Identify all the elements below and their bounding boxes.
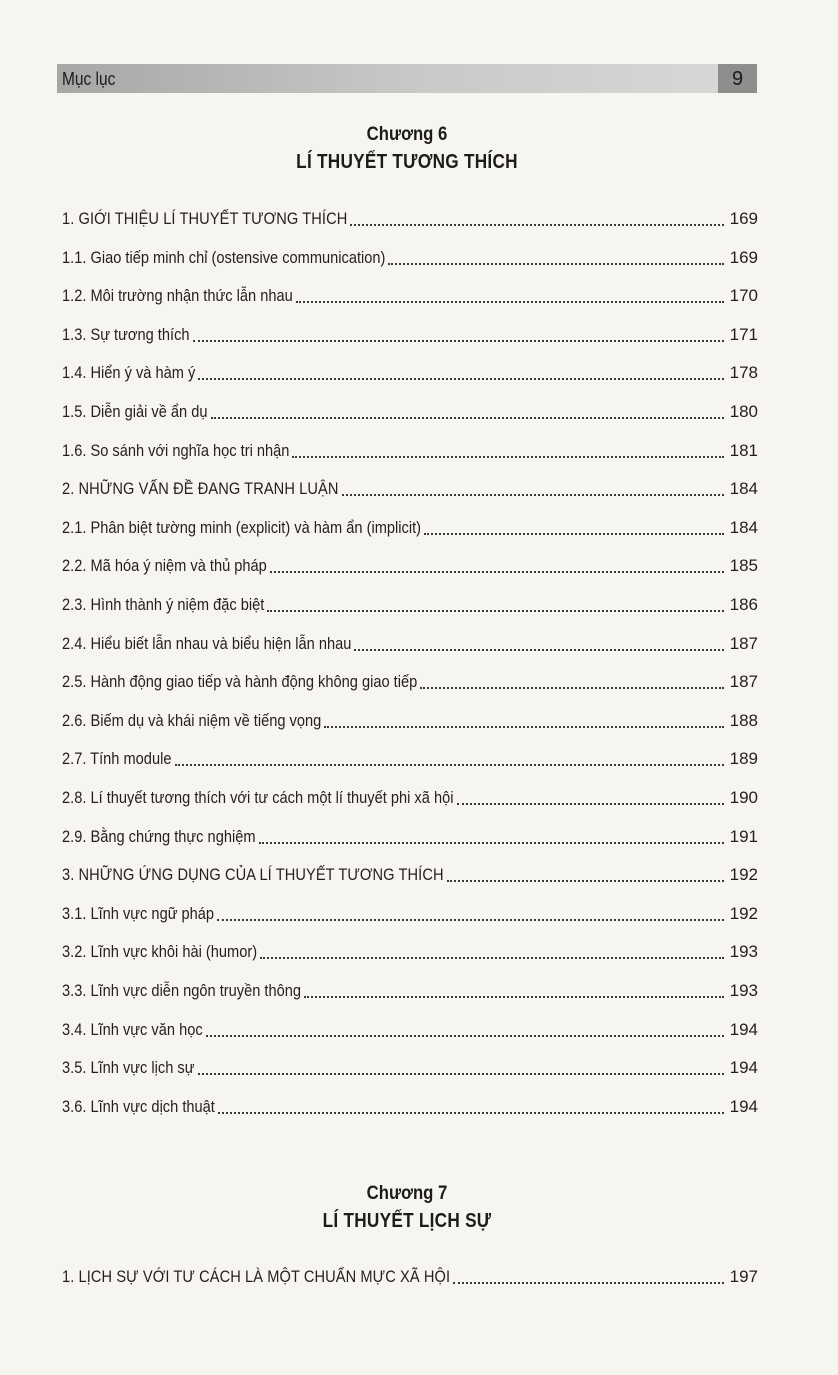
toc-entry-label: 1.3. Sự tương thích [62, 324, 190, 344]
toc-entry-label: 3.3. Lĩnh vực diễn ngôn truyền thông [62, 981, 302, 1000]
toc-entry-page: 170 [729, 286, 758, 306]
toc-entry-page: 178 [729, 363, 758, 383]
toc-entry-label: 1.2. Môi trường nhận thức lẫn nhau [62, 286, 293, 306]
toc-entry-page: 188 [729, 710, 758, 730]
toc-entry[interactable] [62, 1052, 758, 1080]
toc-entry[interactable] [62, 936, 758, 964]
toc-entry[interactable] [62, 319, 758, 347]
toc-entry-label: 2.2. Mã hóa ý niệm và thủ pháp [62, 556, 267, 576]
dot-leader [206, 1034, 724, 1037]
toc-entry-page: 192 [729, 865, 758, 885]
toc-entry-label: 1. LỊCH SỰ VỚI TƯ CÁCH LÀ MỘT CHUẨN MỰC XÃ HỘI [62, 1267, 451, 1286]
toc-entry-page: 171 [729, 324, 758, 344]
toc-entry-page: 194 [729, 1058, 758, 1078]
toc-entry-page: 186 [729, 595, 758, 614]
toc-entry-page: 184 [729, 517, 758, 537]
toc-entry[interactable] [62, 975, 758, 1003]
header-bar [57, 64, 757, 93]
toc-entry-label: 2.1. Phân biệt tường minh (explicit) và hàm ẩn (implicit) [62, 517, 422, 537]
toc-entry-page: 194 [729, 1096, 758, 1116]
toc-entry[interactable] [62, 473, 758, 501]
chapter-7-label: Chương 7 [366, 1183, 448, 1204]
toc-entry[interactable] [62, 705, 758, 733]
toc-entry-label: 3.4. Lĩnh vực văn học [62, 1019, 203, 1039]
running-header-title: Mục lục [62, 69, 116, 89]
toc-entry[interactable] [62, 242, 758, 270]
toc-entry-page: 193 [729, 942, 758, 962]
toc-entry-label: 2.4. Hiểu biết lẫn nhau và biểu hiện lẫn nhau [62, 633, 352, 653]
toc-entry-page: 180 [729, 402, 758, 421]
toc-entry[interactable] [62, 396, 758, 424]
toc-entry-page: 194 [729, 1019, 758, 1039]
toc-entry[interactable] [62, 1014, 758, 1042]
dot-leader [193, 339, 724, 342]
toc-entry-label: 1.4. Hiển ý và hàm ý [62, 363, 196, 383]
toc-entry[interactable] [62, 782, 758, 810]
toc-entry-page: 169 [729, 209, 758, 228]
toc-entry[interactable] [62, 550, 758, 578]
dot-leader [342, 493, 724, 496]
chapter-6-label: Chương 6 [366, 124, 448, 145]
dot-leader [420, 686, 724, 689]
toc-entry-page: 190 [729, 788, 758, 807]
dot-leader [296, 300, 724, 303]
dot-leader [217, 918, 724, 921]
dot-leader [447, 879, 724, 882]
toc-entry-label: 2.9. Bằng chứng thực nghiệm [62, 826, 256, 846]
toc-entry[interactable] [62, 666, 758, 694]
dot-leader [457, 802, 725, 805]
dot-leader [218, 1111, 724, 1114]
chapter-6-heading [57, 122, 757, 176]
toc-entry[interactable] [62, 743, 758, 771]
toc-entry-label: 1.6. So sánh với nghĩa học tri nhận [62, 440, 290, 460]
dot-leader [198, 377, 724, 380]
toc-entry[interactable] [62, 859, 758, 887]
dot-leader [260, 956, 724, 959]
toc-entry-label: 3. NHỮNG ỨNG DỤNG CỦA LÍ THUYẾT TƯƠNG THÍCH [62, 865, 444, 885]
toc-entry-page: 197 [729, 1267, 758, 1286]
toc-entry[interactable] [62, 357, 758, 385]
toc-entry-label: 2.8. Lí thuyết tương thích với tư cách một lí thuyết phi xã hội [62, 788, 454, 807]
toc-entry-page: 191 [729, 826, 758, 846]
toc-entry[interactable] [62, 512, 758, 540]
toc-entry-label: 2.5. Hành động giao tiếp và hành động không giao tiếp [62, 672, 418, 692]
dot-leader [324, 725, 724, 728]
dot-leader [424, 532, 724, 535]
dot-leader [259, 841, 724, 844]
dot-leader [267, 609, 724, 612]
dot-leader [292, 455, 724, 458]
toc-entry-page: 185 [729, 556, 758, 576]
toc-entry-page: 181 [729, 440, 758, 460]
dot-leader [350, 223, 724, 226]
dot-leader [175, 763, 724, 766]
toc-entry-page: 192 [729, 903, 758, 923]
toc-entry[interactable] [62, 898, 758, 926]
chapter-6-title: LÍ THUYẾT TƯƠNG THÍCH [296, 151, 518, 173]
toc-entry-label: 1. GIỚI THIỆU LÍ THUYẾT TƯƠNG THÍCH [62, 209, 348, 228]
toc-entry-page: 189 [729, 749, 758, 769]
toc-entry-label: 1.5. Diễn giải về ẩn dụ [62, 402, 208, 421]
dot-leader [198, 1072, 724, 1075]
chapter-7-heading [57, 1181, 757, 1235]
toc-entry-page: 187 [729, 672, 758, 692]
dot-leader [453, 1281, 724, 1284]
toc-entry[interactable] [62, 589, 758, 617]
page-number: 9 [731, 68, 744, 90]
dot-leader [388, 262, 724, 265]
toc-entry[interactable] [62, 1091, 758, 1119]
toc-entry-label: 3.6. Lĩnh vực dịch thuật [62, 1096, 215, 1116]
toc-entry[interactable] [62, 435, 758, 463]
toc-entry-page: 169 [729, 247, 758, 267]
toc-entry[interactable] [62, 203, 758, 231]
dot-leader [304, 995, 724, 998]
toc-entry-page: 193 [729, 981, 758, 1000]
dot-leader [211, 416, 724, 419]
chapter-7-title: LÍ THUYẾT LỊCH SỰ [322, 1210, 492, 1232]
toc-entry-label: 3.1. Lĩnh vực ngữ pháp [62, 903, 215, 923]
toc-entry-label: 1.1. Giao tiếp minh chỉ (ostensive communication) [62, 247, 386, 267]
toc-entry-page: 184 [729, 479, 758, 499]
toc-entry-label: 2.6. Biếm dụ và khái niệm về tiếng vọng [62, 710, 322, 730]
toc-entry-label: 3.5. Lĩnh vực lịch sự [62, 1058, 195, 1078]
toc-entry-label: 3.2. Lĩnh vực khôi hài (humor) [62, 942, 258, 962]
dot-leader [270, 570, 724, 573]
toc-entry-label: 2. NHỮNG VẤN ĐỀ ĐANG TRANH LUẬN [62, 479, 339, 499]
toc-entry-page: 187 [729, 633, 758, 653]
dot-leader [354, 648, 724, 651]
toc-entry[interactable] [62, 1261, 758, 1289]
toc-entry-label: 2.3. Hình thành ý niệm đặc biệt [62, 595, 265, 614]
toc-entry[interactable] [62, 821, 758, 849]
toc-entry[interactable] [62, 628, 758, 656]
toc-entry-label: 2.7. Tính module [62, 749, 172, 769]
toc-entry[interactable] [62, 280, 758, 308]
